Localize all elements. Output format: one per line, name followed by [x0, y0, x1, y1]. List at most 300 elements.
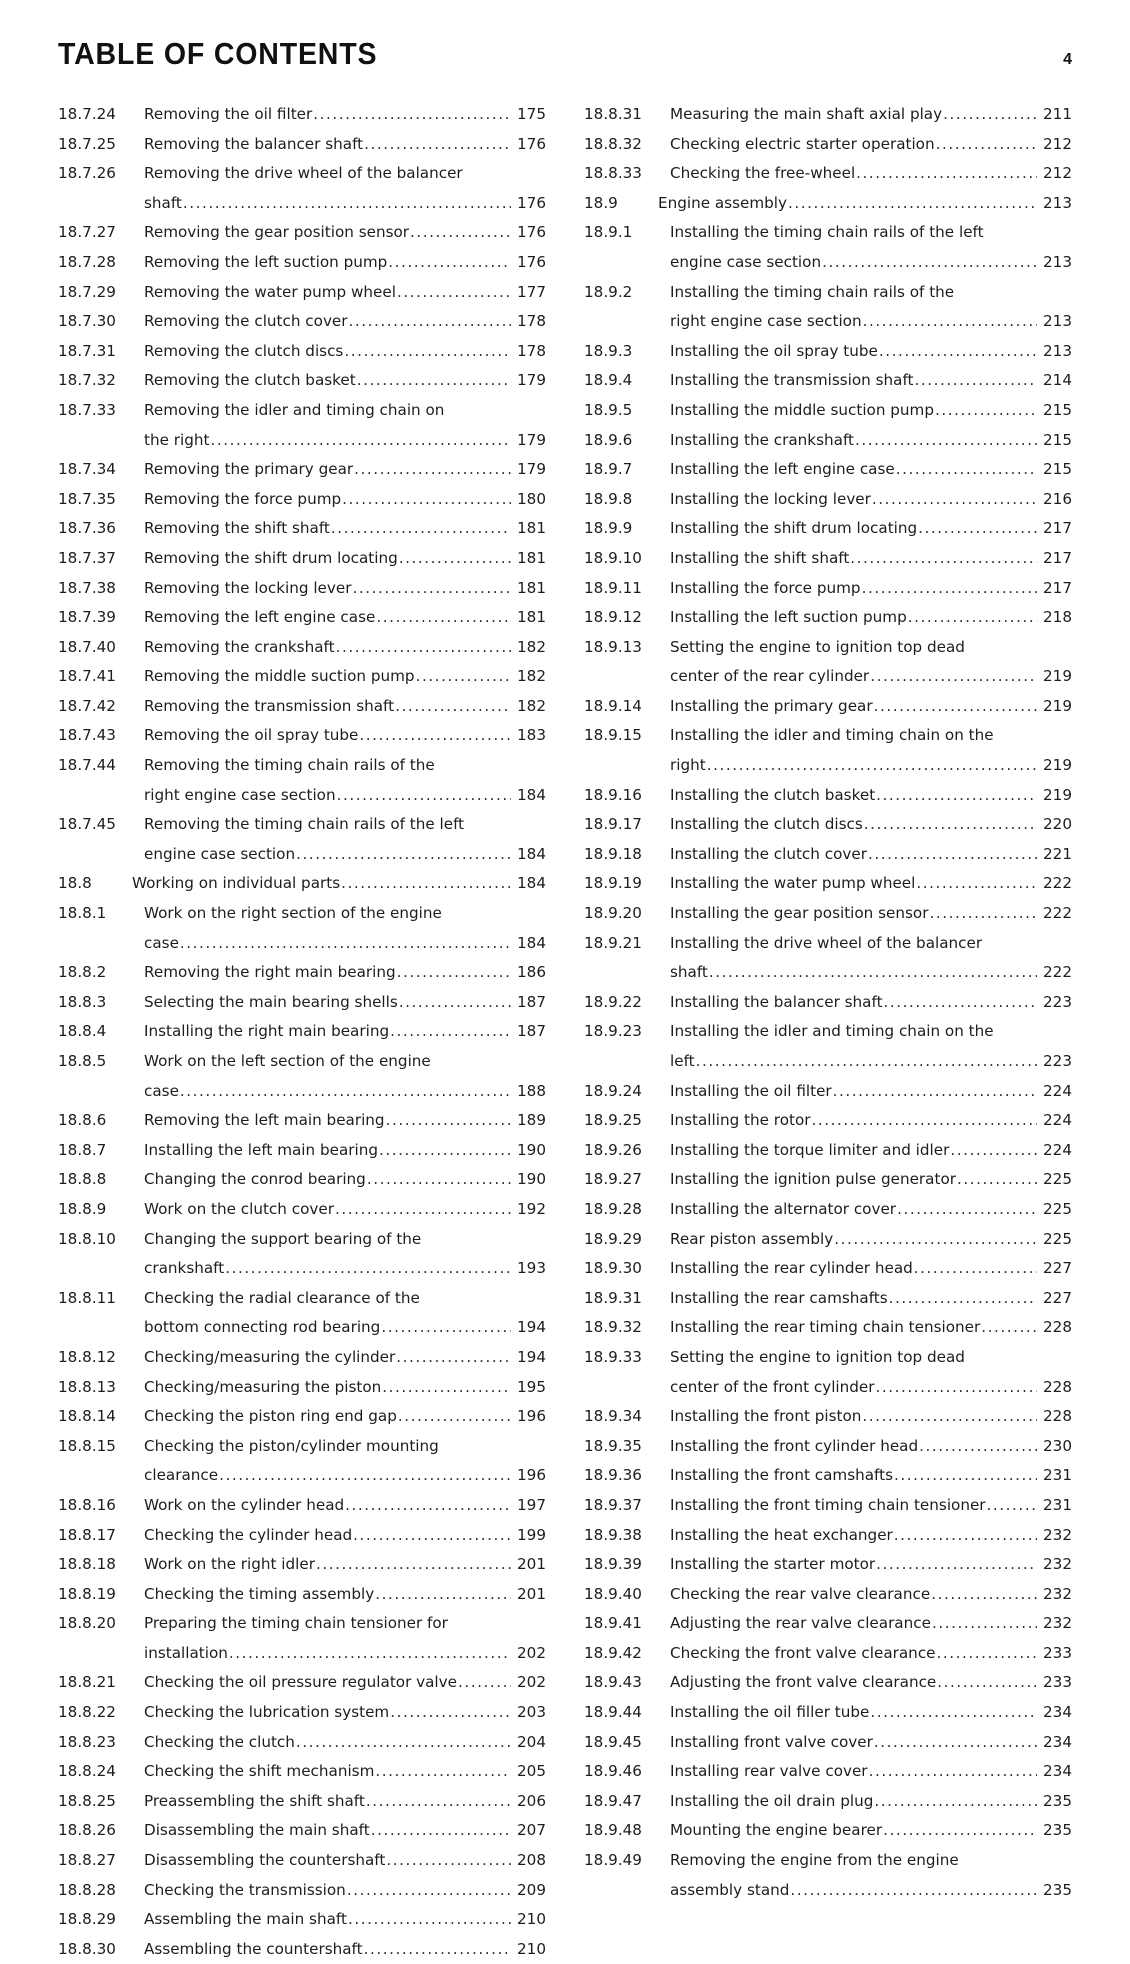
- toc-entry-title-line: [670, 218, 1072, 248]
- toc-entry-title-line: [144, 514, 546, 544]
- toc-entry-title: Removing the locking lever: [144, 578, 352, 597]
- toc-entry[interactable]: [58, 1816, 546, 1846]
- toc-entry[interactable]: [584, 189, 1072, 219]
- toc-entry[interactable]: [584, 1728, 1072, 1758]
- toc-entry-page: 212: [1043, 134, 1072, 153]
- toc-entry-title-line: [144, 455, 546, 485]
- toc-entry[interactable]: [58, 1787, 546, 1817]
- toc-entry-title: Setting the engine to ignition top dead: [670, 637, 965, 656]
- toc-entry[interactable]: [584, 485, 1072, 515]
- toc-entry-title-line: [144, 307, 546, 337]
- toc-entry[interactable]: [58, 1521, 546, 1551]
- toc-entry-title-line: [670, 485, 1072, 515]
- toc-entry[interactable]: [58, 1106, 546, 1136]
- toc-entry[interactable]: [58, 1550, 546, 1580]
- toc-entry-title-cont: [144, 1639, 546, 1669]
- toc-entry[interactable]: [58, 455, 546, 485]
- toc-entry-body: [670, 1757, 1072, 1787]
- toc-entry-page: 227: [1043, 1259, 1072, 1278]
- toc-entry[interactable]: [58, 248, 546, 278]
- toc-entry-title-line: [144, 544, 546, 574]
- toc-entry[interactable]: [58, 899, 546, 958]
- toc-entry-page: 216: [1043, 489, 1072, 508]
- toc-entry-number: 18.8.6: [58, 1111, 107, 1130]
- toc-entry-page: 228: [1043, 1407, 1072, 1426]
- toc-entry-number: 18.8.27: [58, 1851, 116, 1870]
- toc-entry-page: 219: [1043, 667, 1072, 686]
- toc-entry-title-line: [670, 633, 1072, 663]
- toc-entry-title-cont: [670, 958, 1072, 988]
- toc-entry-page: 232: [1043, 1555, 1072, 1574]
- toc-entry-number: 18.9.46: [584, 1762, 642, 1781]
- toc-entry[interactable]: [58, 662, 546, 692]
- dot-leader: [931, 1580, 1037, 1610]
- toc-entry-body: [670, 485, 1072, 515]
- toc-entry[interactable]: [584, 692, 1072, 722]
- toc-entry-number: 18.9.13: [584, 637, 642, 656]
- toc-entry-number: 18.7.39: [58, 608, 116, 627]
- toc-entry[interactable]: [58, 337, 546, 367]
- dot-leader: [180, 1077, 511, 1107]
- toc-entry[interactable]: [58, 1136, 546, 1166]
- toc-entry[interactable]: [58, 1757, 546, 1787]
- toc-entry[interactable]: [584, 1580, 1072, 1610]
- toc-entry[interactable]: [58, 1373, 546, 1403]
- toc-entry[interactable]: [584, 1787, 1072, 1817]
- toc-entry-title-line: [144, 751, 546, 781]
- toc-entry[interactable]: [584, 159, 1072, 189]
- toc-entry[interactable]: [584, 130, 1072, 160]
- toc-entry[interactable]: [58, 1402, 546, 1432]
- toc-entry-title-line: [144, 1580, 546, 1610]
- toc-entry-title-line: [144, 248, 546, 278]
- toc-entry[interactable]: [58, 396, 546, 455]
- toc-entry-title: Checking the cylinder head: [144, 1525, 353, 1544]
- toc-entry-body: [670, 1461, 1072, 1491]
- toc-entry-number: 18.7.40: [58, 637, 116, 656]
- toc-entry-number: 18.9.21: [584, 933, 642, 952]
- toc-entry-page: 231: [1043, 1495, 1072, 1514]
- toc-entry[interactable]: [584, 1343, 1072, 1402]
- toc-entry-body: [144, 1017, 546, 1047]
- dot-leader: [345, 1491, 511, 1521]
- toc-entry-body: [144, 1343, 546, 1373]
- toc-entry[interactable]: [58, 810, 546, 869]
- toc-entry[interactable]: [584, 781, 1072, 811]
- toc-entry-page: 184: [517, 874, 546, 893]
- toc-entry-body: [670, 1017, 1072, 1076]
- toc-entry[interactable]: [584, 544, 1072, 574]
- toc-entry-page: 187: [517, 992, 546, 1011]
- toc-entry-number: 18.7.44: [58, 756, 116, 775]
- toc-entry-number: 18.9.18: [584, 844, 642, 863]
- toc-entry-title-line: [670, 1521, 1072, 1551]
- dot-leader: [950, 1136, 1037, 1166]
- dot-leader: [313, 100, 511, 130]
- toc-entry-number: 18.8.8: [58, 1170, 107, 1189]
- toc-entry-title: Installing the idler and timing chain on the: [670, 1022, 994, 1041]
- toc-entry-number: 18.9.32: [584, 1318, 642, 1337]
- toc-entry[interactable]: [584, 810, 1072, 840]
- toc-entry[interactable]: [58, 130, 546, 160]
- toc-entry[interactable]: [58, 869, 546, 899]
- toc-entry-title-line: [144, 100, 546, 130]
- toc-entry-title: Changing the support bearing of the: [144, 1229, 422, 1248]
- toc-entry-title-line: [670, 1165, 1072, 1195]
- toc-entry-body: [144, 692, 546, 722]
- dot-leader: [382, 1373, 511, 1403]
- dot-leader: [337, 781, 511, 811]
- toc-entry-title: Checking/measuring the cylinder: [144, 1347, 396, 1366]
- toc-entry[interactable]: [58, 1432, 546, 1491]
- toc-entry-page: 225: [1043, 1199, 1072, 1218]
- toc-entry[interactable]: [584, 426, 1072, 456]
- toc-entry[interactable]: [584, 1757, 1072, 1787]
- toc-entry[interactable]: [584, 514, 1072, 544]
- toc-entry-title-cont: [670, 751, 1072, 781]
- toc-entry-title: Preparing the timing chain tensioner for: [144, 1614, 448, 1633]
- toc-entry-body: [144, 455, 546, 485]
- toc-entry-number: 18.9.22: [584, 992, 642, 1011]
- toc-entry[interactable]: [584, 1461, 1072, 1491]
- toc-entry[interactable]: [58, 1343, 546, 1373]
- toc-entry-number: 18.8.29: [58, 1910, 116, 1929]
- toc-entry-title-line: [670, 781, 1072, 811]
- toc-entry-title: left: [670, 1052, 695, 1070]
- toc-entry[interactable]: [58, 307, 546, 337]
- toc-entry-body: [144, 1609, 546, 1668]
- toc-entry-title-line: [144, 1787, 546, 1817]
- dot-leader: [296, 840, 511, 870]
- toc-entry-number: 18.9.3: [584, 341, 633, 360]
- toc-entry[interactable]: [58, 1195, 546, 1225]
- toc-entry-number: 18.9.49: [584, 1851, 642, 1870]
- toc-entry[interactable]: [584, 1284, 1072, 1314]
- toc-entry[interactable]: [58, 1935, 546, 1964]
- toc-entry[interactable]: [584, 366, 1072, 396]
- toc-entry[interactable]: [58, 603, 546, 633]
- dot-leader: [870, 662, 1037, 692]
- dot-leader: [855, 426, 1037, 456]
- toc-entry[interactable]: [584, 1313, 1072, 1343]
- toc-entry[interactable]: [584, 603, 1072, 633]
- dot-leader: [296, 1728, 511, 1758]
- toc-entry-page: 218: [1043, 608, 1072, 627]
- dot-leader: [357, 366, 511, 396]
- dot-leader: [381, 1313, 511, 1343]
- toc-entry[interactable]: [584, 1550, 1072, 1580]
- toc-entry[interactable]: [584, 929, 1072, 988]
- toc-entry-title: Assembling the countershaft: [144, 1939, 363, 1958]
- toc-entry-title-line: [670, 1254, 1072, 1284]
- toc-entry[interactable]: [58, 100, 546, 130]
- toc-entry-body: [144, 1816, 546, 1846]
- toc-entry[interactable]: [58, 1609, 546, 1668]
- toc-entry[interactable]: [584, 278, 1072, 337]
- toc-entry[interactable]: [584, 574, 1072, 604]
- toc-entry[interactable]: [58, 1284, 546, 1343]
- toc-entry[interactable]: [58, 544, 546, 574]
- toc-entry-title: Installing rear valve cover: [670, 1762, 868, 1781]
- toc-entry[interactable]: [584, 988, 1072, 1018]
- toc-entry[interactable]: [58, 1668, 546, 1698]
- toc-entry[interactable]: [58, 1698, 546, 1728]
- toc-entry[interactable]: [58, 633, 546, 663]
- toc-entry-title-cont: [670, 1876, 1072, 1906]
- toc-entry-body: [670, 426, 1072, 456]
- toc-entry-title: right engine case section: [670, 312, 862, 331]
- toc-entry-page: 180: [517, 489, 546, 508]
- toc-entry-title: center of the rear cylinder: [670, 667, 870, 686]
- dot-leader: [183, 189, 511, 219]
- dot-leader: [359, 721, 511, 751]
- toc-entry-body: [144, 603, 546, 633]
- toc-entry-title: Installing the balancer shaft: [670, 992, 883, 1011]
- toc-entry-page: 204: [517, 1732, 546, 1751]
- toc-entry-title-cont: [144, 840, 546, 870]
- toc-entry[interactable]: [584, 1846, 1072, 1905]
- toc-entry-number: 18.8.7: [58, 1140, 107, 1159]
- toc-entry-title-line: [144, 1373, 546, 1403]
- toc-entry[interactable]: [584, 1254, 1072, 1284]
- toc-entry-title: Assembling the main shaft: [144, 1910, 347, 1929]
- toc-entry-body: [144, 100, 546, 130]
- toc-entry-title: Checking the oil pressure regulator valve: [144, 1673, 457, 1692]
- toc-entry-page: 202: [517, 1673, 546, 1692]
- toc-entry[interactable]: [58, 218, 546, 248]
- toc-entry-page: 213: [1043, 252, 1072, 271]
- dot-leader: [371, 1816, 511, 1846]
- toc-entry-number: 18.7.36: [58, 519, 116, 538]
- toc-entry-number: 18.8.5: [58, 1052, 107, 1070]
- toc-entry[interactable]: [58, 751, 546, 810]
- dot-leader: [367, 1165, 511, 1195]
- toc-entry-title: case: [144, 1081, 179, 1100]
- toc-entry[interactable]: [58, 721, 546, 751]
- toc-entry-title: Installing the right main bearing: [144, 1022, 390, 1041]
- dot-leader: [876, 1550, 1037, 1580]
- toc-entry[interactable]: [584, 100, 1072, 130]
- toc-entry-body: [144, 1225, 546, 1284]
- toc-entry[interactable]: [58, 692, 546, 722]
- toc-entry[interactable]: [584, 1432, 1072, 1462]
- toc-entry[interactable]: [584, 869, 1072, 899]
- toc-entry-title: Installing the front camshafts: [670, 1466, 893, 1485]
- toc-entry-title-line: [670, 1728, 1072, 1758]
- dot-leader: [894, 1461, 1037, 1491]
- toc-entry-body: [670, 1343, 1072, 1402]
- toc-entry[interactable]: [584, 1402, 1072, 1432]
- toc-entry-title-line: [670, 1787, 1072, 1817]
- toc-entry-number: 18.7.45: [58, 815, 116, 834]
- toc-entry-title: Checking the lubrication system: [144, 1703, 390, 1722]
- toc-entry-page: 177: [517, 282, 546, 301]
- toc-entry[interactable]: [584, 1639, 1072, 1669]
- toc-entry-body: [670, 514, 1072, 544]
- toc-entry[interactable]: [58, 958, 546, 988]
- toc-entry-title-cont: [670, 248, 1072, 278]
- toc-entry[interactable]: [584, 1521, 1072, 1551]
- toc-entry-page: 224: [1043, 1081, 1072, 1100]
- toc-entry[interactable]: [584, 455, 1072, 485]
- toc-entry-number: 18.9.35: [584, 1436, 642, 1455]
- toc-entry-title: Rear piston assembly: [670, 1229, 834, 1248]
- toc-entry[interactable]: [58, 1728, 546, 1758]
- toc-entry[interactable]: [584, 1017, 1072, 1076]
- toc-entry-body: [144, 1787, 546, 1817]
- toc-entry[interactable]: [58, 1876, 546, 1906]
- toc-entry-body: [144, 1402, 546, 1432]
- toc-entry-title-line: [144, 1284, 546, 1314]
- toc-entry-body: [144, 1521, 546, 1551]
- toc-entry-number: 18.8.23: [58, 1732, 116, 1751]
- toc-entry[interactable]: [58, 988, 546, 1018]
- toc-entry[interactable]: [584, 1698, 1072, 1728]
- toc-entry-number: 18.9.14: [584, 696, 642, 715]
- toc-entry[interactable]: [584, 721, 1072, 780]
- dot-leader: [833, 1077, 1037, 1107]
- toc-entry-title-line: [670, 692, 1072, 722]
- toc-entry[interactable]: [584, 1195, 1072, 1225]
- dot-leader: [349, 307, 511, 337]
- toc-entry[interactable]: [58, 1017, 546, 1047]
- toc-entry[interactable]: [58, 366, 546, 396]
- toc-entry-page: 182: [517, 696, 546, 715]
- toc-entry[interactable]: [584, 899, 1072, 929]
- toc-entry[interactable]: [58, 1491, 546, 1521]
- toc-entry-body: [670, 692, 1072, 722]
- toc-entry-title: Removing the idler and timing chain on: [144, 400, 445, 419]
- toc-entry-title: Removing the crankshaft: [144, 637, 335, 656]
- toc-entry[interactable]: [584, 1106, 1072, 1136]
- toc-entry[interactable]: [58, 278, 546, 308]
- dot-leader: [935, 396, 1037, 426]
- toc-entry-body: [670, 899, 1072, 929]
- toc-entry-page: 223: [1043, 992, 1072, 1011]
- toc-entry-page: 189: [517, 1111, 546, 1130]
- toc-entry[interactable]: [58, 1047, 546, 1106]
- toc-entry-title: engine case section: [144, 844, 296, 863]
- dot-leader: [916, 869, 1037, 899]
- toc-entry-title-cont: [144, 781, 546, 811]
- toc-entry-body: [144, 1165, 546, 1195]
- toc-entry[interactable]: [584, 1225, 1072, 1255]
- toc-entry-title-line: [144, 1343, 546, 1373]
- dot-leader: [788, 189, 1037, 219]
- toc-entry[interactable]: [584, 1136, 1072, 1166]
- toc-entry[interactable]: [58, 574, 546, 604]
- toc-entry-title-cont: [144, 1254, 546, 1284]
- toc-entry-title: bottom connecting rod bearing: [144, 1318, 381, 1337]
- toc-entry[interactable]: [58, 1225, 546, 1284]
- toc-entry-title: Removing the engine from the engine: [670, 1851, 959, 1870]
- dot-leader: [386, 1846, 511, 1876]
- toc-entry-page: 176: [517, 252, 546, 271]
- toc-entry-title: Checking electric starter operation: [670, 134, 935, 153]
- toc-entry[interactable]: [584, 1668, 1072, 1698]
- toc-entry[interactable]: [584, 396, 1072, 426]
- toc-entry-number: 18.8.21: [58, 1673, 116, 1692]
- toc-entry-number: 18.7.24: [58, 105, 116, 123]
- toc-entry-number: 18.8.14: [58, 1407, 116, 1426]
- toc-entry-title: Installing the oil filter: [670, 1081, 832, 1100]
- toc-entry-title-cont: [144, 1461, 546, 1491]
- toc-entry[interactable]: [58, 159, 546, 218]
- toc-entry[interactable]: [58, 1165, 546, 1195]
- toc-entry-number: 18.8.12: [58, 1347, 116, 1366]
- toc-entry-number: 18.9.26: [584, 1140, 642, 1159]
- dot-leader: [957, 1165, 1037, 1195]
- toc-entry-title: Removing the gear position sensor: [144, 223, 410, 242]
- toc-entry-page: 205: [517, 1762, 546, 1781]
- toc-entry-title-line: [144, 958, 546, 988]
- toc-entry-title-line: [144, 1521, 546, 1551]
- toc-entry[interactable]: [58, 514, 546, 544]
- toc-entry-number: 18.9.47: [584, 1791, 642, 1810]
- toc-entry-page: 217: [1043, 519, 1072, 538]
- toc-entry-title: Installing the water pump wheel: [670, 874, 916, 893]
- toc-entry[interactable]: [58, 1846, 546, 1876]
- toc-entry[interactable]: [584, 1077, 1072, 1107]
- toc-entry[interactable]: [584, 1609, 1072, 1639]
- toc-entry-title-line: [670, 1077, 1072, 1107]
- toc-entry-number: 18.9.34: [584, 1407, 642, 1426]
- toc-entry-title: Installing the force pump: [670, 578, 861, 597]
- toc-entry-number: 18.9.8: [584, 489, 633, 508]
- toc-entry[interactable]: [584, 840, 1072, 870]
- dot-leader: [316, 1550, 511, 1580]
- toc-entry-title: Removing the right main bearing: [144, 963, 396, 982]
- toc-entry-page: 234: [1043, 1732, 1072, 1751]
- toc-entry-page: 235: [1043, 1880, 1072, 1899]
- toc-entry-page: 224: [1043, 1111, 1072, 1130]
- dot-leader: [790, 1876, 1037, 1906]
- toc-entry-page: 178: [517, 341, 546, 360]
- toc-entry[interactable]: [58, 1580, 546, 1610]
- toc-entry[interactable]: [584, 337, 1072, 367]
- dot-leader: [696, 1047, 1037, 1077]
- toc-entry-number: 18.8.11: [58, 1288, 116, 1307]
- toc-entry-title-line: [144, 1876, 546, 1906]
- toc-entry[interactable]: [584, 1165, 1072, 1195]
- toc-entry-page: 197: [517, 1495, 546, 1514]
- toc-entry-number: 18.9.30: [584, 1259, 642, 1278]
- toc-entry[interactable]: [58, 485, 546, 515]
- toc-entry-title: Checking the shift mechanism: [144, 1762, 375, 1781]
- toc-entry-page: 214: [1043, 371, 1072, 390]
- toc-entry[interactable]: [584, 633, 1072, 692]
- toc-entry-number: 18.8: [58, 874, 92, 893]
- toc-entry[interactable]: [584, 1491, 1072, 1521]
- toc-entry-title-cont: [144, 426, 546, 456]
- toc-entry-title-line: [144, 1106, 546, 1136]
- toc-entry-title: Installing the front cylinder head: [670, 1436, 919, 1455]
- toc-entry[interactable]: [584, 1816, 1072, 1846]
- toc-entry-title: Checking the radial clearance of the: [144, 1288, 420, 1307]
- toc-entry-title-line: [144, 218, 546, 248]
- toc-entry-number: 18.7.37: [58, 548, 116, 567]
- toc-entry-title: Installing the oil spray tube: [670, 341, 878, 360]
- toc-entry[interactable]: [584, 218, 1072, 277]
- toc-entry-title: Removing the force pump: [144, 489, 342, 508]
- toc-entry-title-line: [144, 366, 546, 396]
- toc-entry-title: Removing the shift drum locating: [144, 548, 398, 567]
- toc-entry-title: Removing the oil filter: [144, 105, 313, 123]
- toc-entry-page: 213: [1043, 312, 1072, 331]
- toc-entry-title-line: [144, 130, 546, 160]
- toc-entry[interactable]: [58, 1905, 546, 1935]
- toc-entry-page: 210: [517, 1910, 546, 1929]
